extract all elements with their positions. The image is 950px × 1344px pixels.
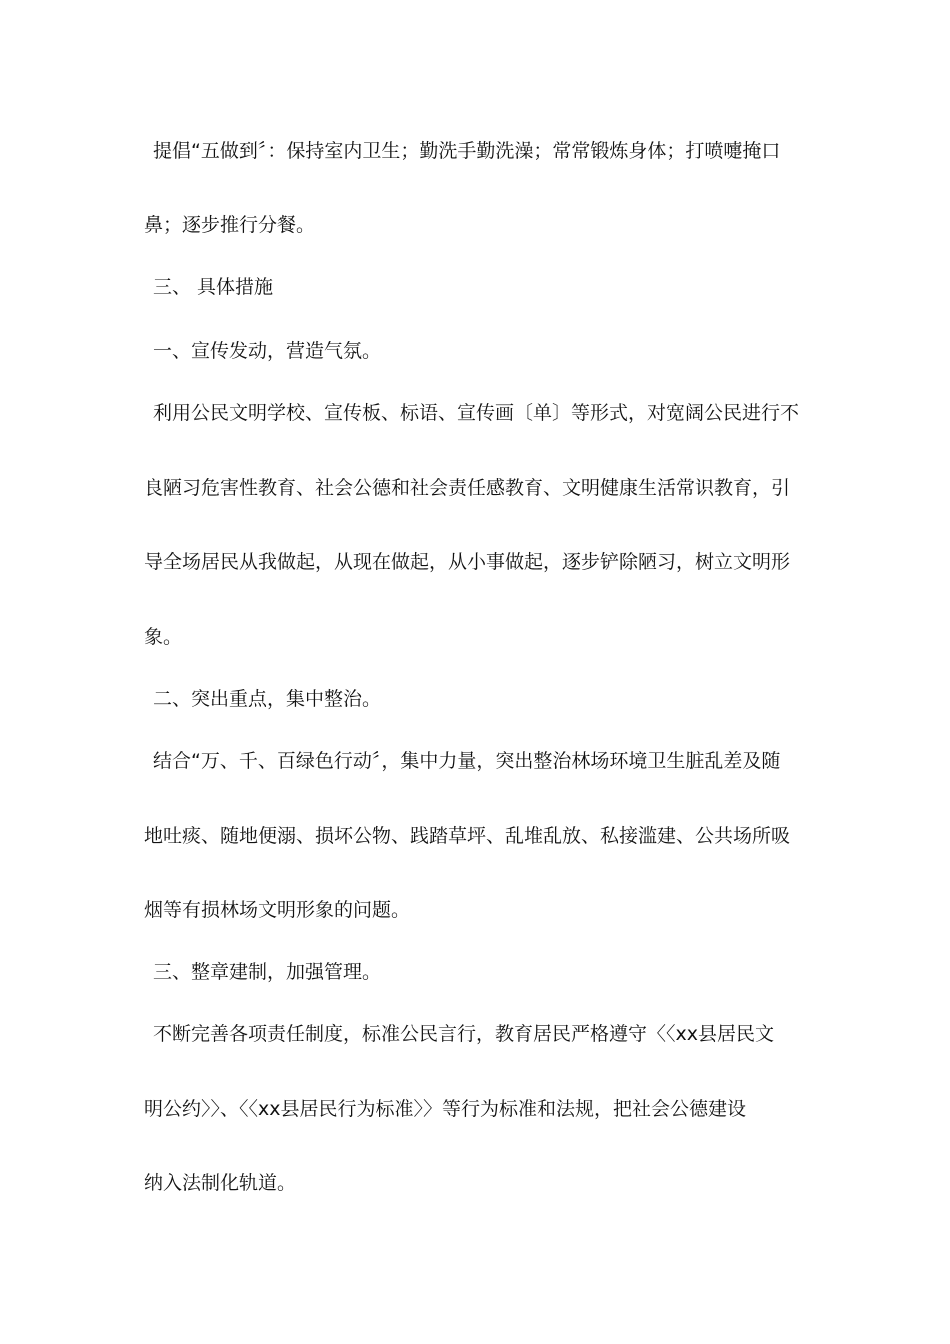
paragraph-line: 良陋习危害性教育、社会公德和社会责任感教育、文明健康生活常识教育，引: [144, 477, 791, 499]
paragraph-line: 不断完善各项责任制度，标准公民言行，教育居民严格遵守〈〈xx县居民文: [153, 1023, 774, 1045]
subsection-heading: 三、整章建制，加强管理。: [153, 961, 382, 983]
paragraph-line: 提倡“五做到〞：保持室内卫生；勤洗手勤洗澡；常常锻炼身体；打喷嚏掩口: [153, 140, 781, 162]
paragraph-line: 结合“万、千、百绿色行动〞，集中力量，突出整治林场环境卫生脏乱差及随: [153, 750, 781, 772]
subsection-heading: 二、突出重点，集中整治。: [153, 688, 382, 710]
subsection-heading: 一、宣传发动，营造气氛。: [153, 340, 382, 362]
paragraph-line: 象。: [144, 626, 183, 648]
paragraph-line: 鼻；逐步推行分餐。: [144, 214, 316, 236]
paragraph-line: 纳入法制化轨道。: [144, 1172, 297, 1194]
paragraph-line: 明公约〉〉、〈〈xx县居民行为标准〉〉等行为标准和法规，把社会公德建设: [144, 1098, 746, 1120]
section-heading: 三、 具体措施: [153, 276, 274, 298]
paragraph-line: 烟等有损林场文明形象的问题。: [144, 899, 411, 921]
paragraph-line: 地吐痰、随地便溺、损坏公物、践踏草坪、乱堆乱放、私接滥建、公共场所吸: [144, 825, 791, 847]
paragraph-line: 导全场居民从我做起，从现在做起，从小事做起，逐步铲除陋习，树立文明形: [144, 551, 791, 573]
paragraph-line: 利用公民文明学校、宣传板、标语、宣传画〔单〕等形式，对宽阔公民进行不: [153, 402, 800, 424]
